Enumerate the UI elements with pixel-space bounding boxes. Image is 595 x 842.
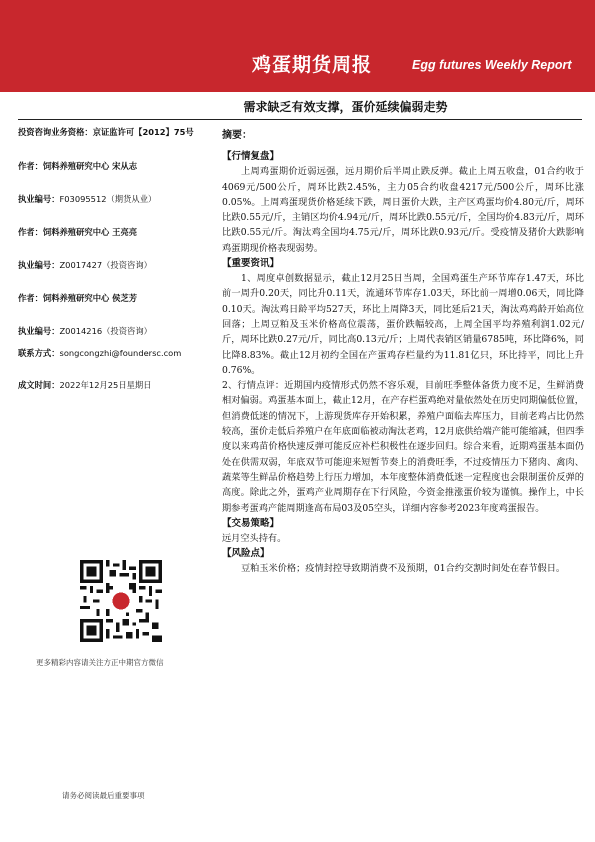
- author-line-1: 作者：饲料养殖研究中心 宋从志: [18, 161, 138, 171]
- risk-paragraph: 豆粕玉米价格；疫情封控导致期消费不及预期，01合约交割时间处在春节假日。: [241, 563, 566, 575]
- title-divider: [18, 119, 582, 120]
- cert-line-2: 执业编号：Z0017427（投资咨询）: [18, 260, 152, 270]
- author-line-2: 作者：饲料养殖研究中心 王亮亮: [18, 227, 138, 237]
- qr-caption: 更多精彩内容请关注方正中期官方微信: [36, 658, 164, 667]
- market-review-paragraph: 上周鸡蛋期价近弱远强，远月期价后半周止跌反弹。截止上周五收盘，01合约收于4069元/500公斤，周环比跌2.45%，主力05合约收盘4217元/500公斤，周环比涨0.05%。上周鸡蛋现货价格延续下跌，周日蛋价大跌，主产区鸡蛋均价4.80元/斤，周环比跌0.55元/斤，主销区均价4.94元/斤，周环比跌0.55元/斤，全国均价4.83元/斤，周环比跌0.55元/斤。淘汰鸡全国均4.75元/斤，周环比跌0.93元/斤。受疫情及猪价大跌影响鸡蛋期现价格表现弱势。: [222, 166, 584, 254]
- info-paragraph-1: 1、周度卓创数据显示，截止12月25日当周，全国鸡蛋生产环节库存1.47天，环比前一周升0.20天，同比升0.11天，流通环节库存1.03天，环比前一周增0.06天，同比降0.10天。淘汰鸡日龄平均527天，环比上周降3天，同比延后21天，淘汰鸡鸡龄开始高位回落；上周豆粕及玉米价格高位震荡，蛋价跌幅较高，上周全国平均养殖利润1.02元/斤，周环比跌0.27元/斤，同比高0.13元/斤；上周代表销区销量6785吨，环比降6%，同比降8.83%。截止12月初约全国在产蛋鸡存栏量约为11.81亿只，环比持平，同比上升0.76%。: [222, 273, 584, 376]
- abstract-heading: 摘要：: [222, 130, 252, 141]
- contact-line: 联系方式：songcongzhi@foundersc.com: [18, 348, 182, 358]
- risk-heading: 【风险点】: [222, 548, 270, 560]
- report-series-title: 鸡蛋期货周报: [252, 54, 373, 76]
- market-review-heading: 【行情复盘】: [222, 151, 280, 163]
- license-line: 投资咨询业务资格：京证监许可【2012】75号: [18, 127, 194, 137]
- footnote: 请务必阅读最后重要事项: [62, 791, 145, 800]
- date-line: 成文时间：2022年12月25日星期日: [18, 380, 152, 390]
- author-line-3: 作者：饲料养殖研究中心 侯芝芳: [18, 293, 138, 303]
- report-title: 需求缺乏有效支撑，蛋价延续偏弱走势: [243, 100, 448, 114]
- cert-line-3: 执业编号：Z0014216（投资咨询）: [18, 326, 152, 336]
- info-heading: 【重要资讯】: [222, 258, 280, 270]
- info-paragraph-2: 2、行情点评：近期国内疫情形式仍然不容乐观，目前旺季整体备货力度不足，生鲜消费相对偏弱。鸡蛋基本面上，截止12月，在产存栏蛋鸡绝对量依然处在历史同期偏低位置，但消费低迷的情况下，上游现货库存开始积累，养殖户面临去库压力，目前老鸡占比仍然较高，蛋价走低后养殖户在年底面临被动淘汰老鸡，12月底供给端产能可能缩减，但四季度以来鸡苗价格快速反弹可能反应补栏积极性在逐步回归。综合来看，近期鸡蛋基本面仍处在供需双弱，年底双节可能迎来短暂节奏上的消费旺季，不过疫情压力下猪肉、禽肉、蔬菜等生鲜品价格趋势上行压力增加，本年度整体消费低迷一定程度也会限制蛋价反弹的高度。除此之外，蛋鸡产业周期存在下行风险，今资金推涨蛋价较为谨慎。操作上，中长期参考蛋鸡产能周期逢高布局03及05空头，详细内容参考2023年度鸡蛋报告。: [222, 380, 584, 514]
- strategy-paragraph: 远月空头持有。: [222, 532, 287, 544]
- report-body: [222, 128, 584, 576]
- header-banner: [0, 0, 595, 92]
- strategy-heading: 【交易策略】: [222, 517, 280, 529]
- cert-line-1: 执业编号：F03095512（期货从业）: [18, 194, 157, 204]
- report-series-subtitle: Egg futures Weekly Report: [412, 58, 572, 72]
- wechat-qr-code[interactable]: [80, 560, 162, 642]
